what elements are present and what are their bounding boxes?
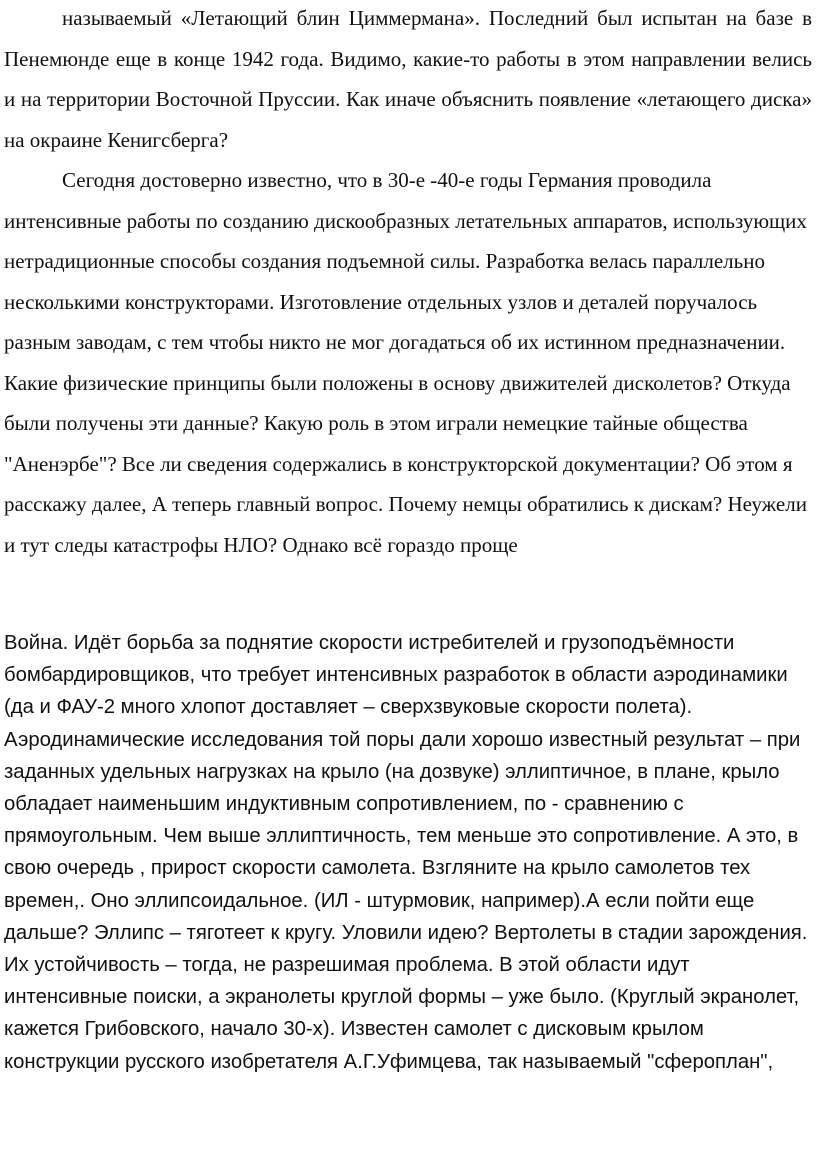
paragraph-1: называемый «Летающий блин Циммермана». Последний был испытан на базе в Пенемюнде еще в конце 1942 года. Видимо, какие-то работы в этом направлении велись и на территории Восточной Пруссии. Как иначе объяснить появление «летающего диска» на окраине Кенигсберга? <box>4 6 812 152</box>
serif-text-block <box>4 0 812 565</box>
paragraph-3: Война. Идёт борьба за поднятие скорости истребителей и грузоподъёмности бомбардировщиков, что требует интенсивных разработок в области аэродинамики (да и ФАУ-2 много хлопот доставляет – сверхзвуковые скорости полета). Аэродинамические исследования той поры дали хорошо известный результат – при заданных удельных нагрузках на крыло (на дозвуке) эллиптичное, в плане, крыло обладает наименьшим индуктивным сопротивлением, по - сравнению с прямоугольным. Чем выше эллиптичность, тем меньше это сопротивление. А это, в свою очередь , прирост скорости самолета. Взгляните на крыло самолетов тех времен,. Оно эллипсоидальное. (ИЛ - штурмовик, например).А если пойти еще дальше? Эллипс – тяготеет к кругу. Уловили идею? Вертолеты в стадии зарождения. Их устойчивость – тогда, не разрешимая проблема. В этой области идут интенсивные поиски, а экранолеты круглой формы – уже было. (Круглый экранолет, кажется Грибовского, начало 30-х). Известен самолет с дисковым крылом конструкции русского изобретателя А.Г.Уфимцева, так называемый "сфероплан", <box>4 632 808 1073</box>
paragraph-2: Сегодня достоверно известно, что в 30-е -40-е годы Германия проводила интенсивные работы по созданию дискообразных летательных аппаратов, использующих нетрадиционные способы создания подъемной силы. Разработка велась параллельно несколькими конструкторами. Изготовление отдельных узлов и деталей поручалось разным заводам, с тем чтобы никто не мог догадаться об их истинном предназначении. Какие физические принципы были положены в основу движителей дисколетов? Откуда были получены эти данные? Какую роль в этом играли немецкие тайные общества "Аненэрбе"? Все ли сведения содержались в конструкторской документации? Об этом я расскажу далее, А теперь главный вопрос. Почему немцы обратились к дискам? Неужели и тут следы катастрофы НЛО? Однако всё гораздо проще <box>4 168 807 557</box>
sans-text-block <box>4 627 808 1078</box>
